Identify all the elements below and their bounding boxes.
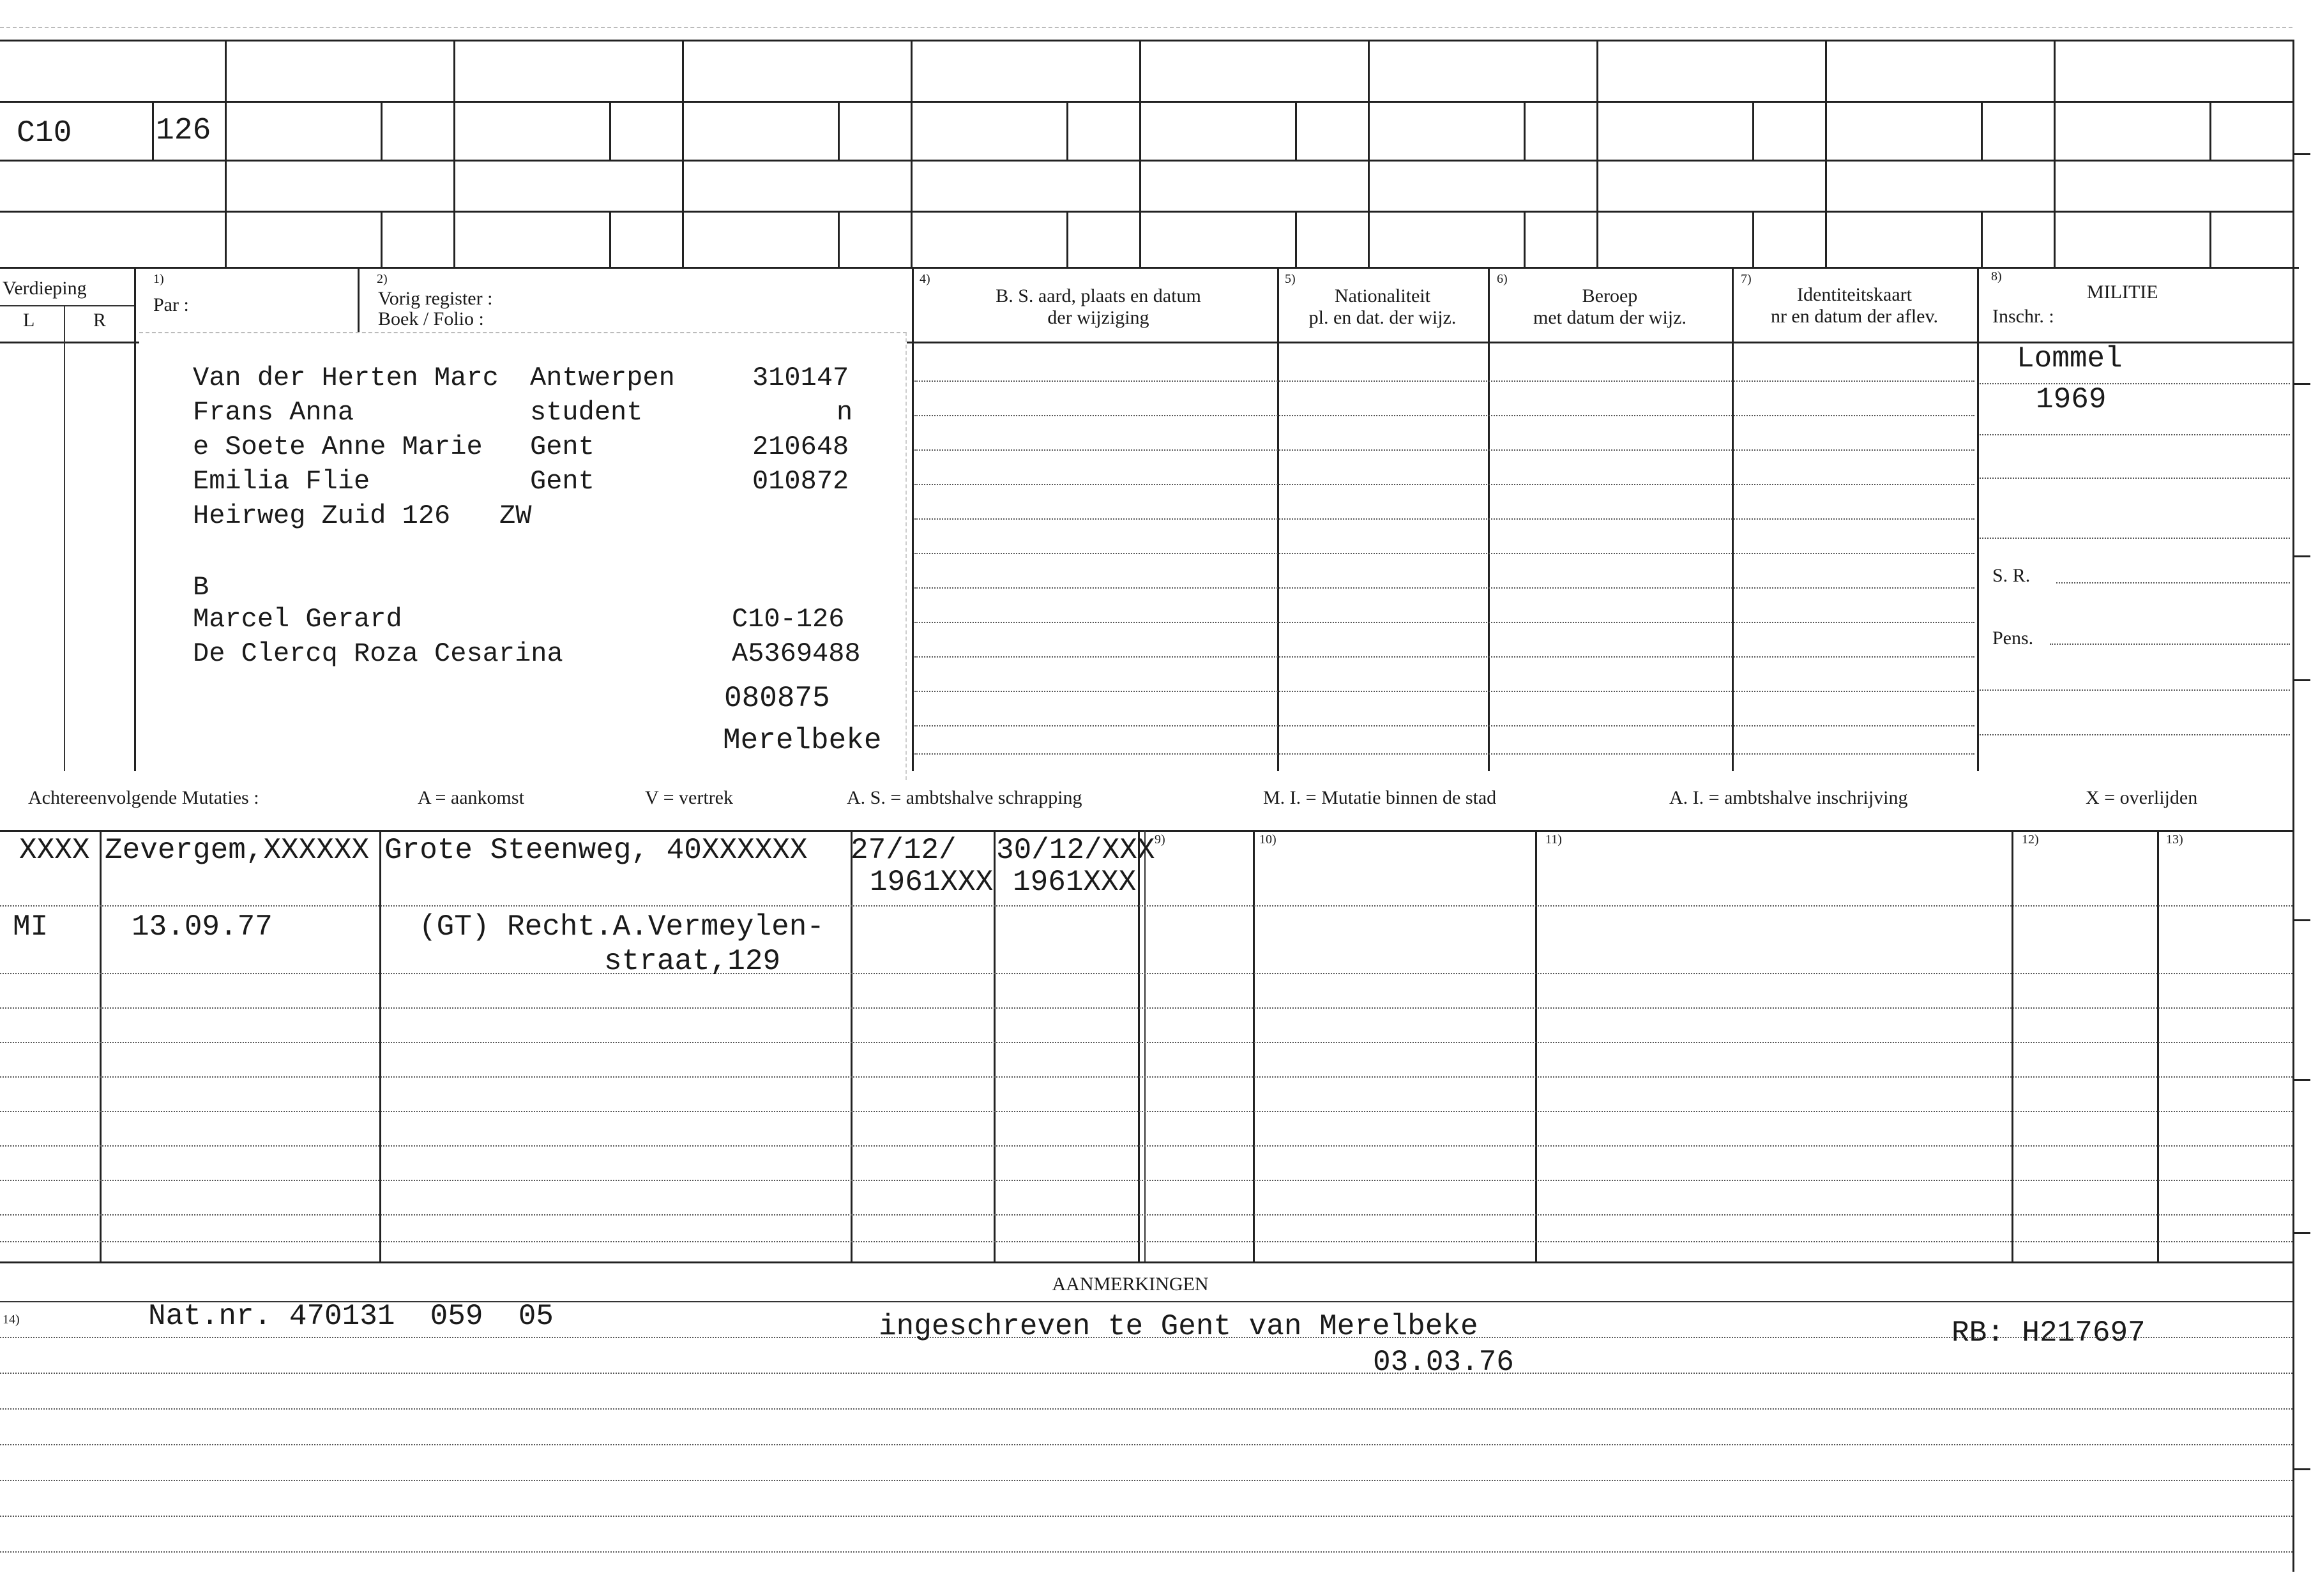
bs-label: B. S. aard, plaats en datum (996, 285, 1201, 306)
beroep-label: Beroep (1582, 285, 1638, 306)
rule-line (1980, 383, 2290, 384)
pens-label: Pens. (1992, 628, 2034, 649)
legend-a: A = aankomst (418, 787, 524, 808)
card-date: 080875 (724, 682, 830, 715)
mutation-1-date2: 30/12/XXX (996, 834, 1155, 867)
militie-label: MILITIE (2087, 282, 2158, 303)
grid-line (100, 830, 102, 1261)
rule-line (0, 1042, 2292, 1043)
rule-line (914, 691, 1974, 692)
grid-line (1752, 211, 1754, 267)
col7-number: 7) (1741, 272, 1752, 286)
grid-line (1138, 830, 1140, 1261)
card-date-2: n (837, 397, 853, 428)
card-address-code: ZW (499, 501, 532, 531)
rule-line (0, 1111, 2292, 1112)
grid-line (1977, 267, 1979, 771)
grid-line (1295, 211, 1297, 267)
rule-line (914, 753, 1974, 755)
grid-line (1596, 40, 1598, 267)
verdieping-label: Verdieping (3, 278, 87, 299)
grid-line (838, 101, 840, 160)
card-letter: B (193, 572, 209, 603)
sr-label: S. R. (1992, 565, 2031, 586)
rule-line (0, 1373, 2292, 1374)
r-label: R (93, 310, 107, 331)
grid-line (225, 40, 227, 267)
rule-line (1980, 538, 2290, 539)
grid-line (0, 1261, 2292, 1263)
rule-line (914, 415, 1974, 416)
tick (2292, 383, 2310, 385)
nationaliteit-sub-label: pl. en dat. der wijz. (1308, 307, 1457, 328)
card-name-8: De Clercq Roza Cesarina (193, 638, 563, 669)
boek-folio-label: Boek / Folio : (378, 308, 484, 329)
card-town: Merelbeke (723, 724, 882, 757)
rule-line (914, 380, 1974, 382)
right-border (2292, 40, 2294, 1572)
grid-line (2012, 830, 2013, 1261)
inschr-label: Inschr. : (1992, 306, 2054, 327)
nationaliteit-label: Nationaliteit (1335, 285, 1430, 306)
col10-number: 10) (1259, 832, 1277, 847)
grid-line (0, 211, 2292, 213)
grid-line (1535, 830, 1537, 1261)
col2-number: 2) (377, 272, 388, 286)
rule-line (0, 1007, 2292, 1009)
grid-line (1524, 211, 1526, 267)
card-name-2: Frans Anna (193, 397, 354, 428)
grid-line (0, 27, 2292, 28)
rule-line (914, 553, 1974, 554)
identiteitskaart-sub-label: nr en datum der aflev. (1770, 306, 1939, 327)
mutation-1-date2-year: 1961XXX (1013, 866, 1137, 899)
rule-line (1980, 689, 2290, 691)
card-date-4: 010872 (752, 466, 849, 497)
card-place-4: Gent (530, 466, 595, 497)
rule-line (1980, 434, 2290, 435)
remarks-title: AANMERKINGEN (1052, 1274, 1209, 1295)
rule-line (0, 1408, 2292, 1410)
identiteitskaart-label: Identiteitskaart (1797, 284, 1912, 305)
card-date-3: 210648 (752, 432, 849, 462)
col12-number: 12) (2022, 832, 2039, 847)
card-address: Heirweg Zuid 126 (193, 501, 451, 531)
grid-line (0, 40, 2292, 41)
col6-number: 6) (1497, 272, 1508, 286)
militie-year: 1969 (2036, 383, 2107, 416)
tick (2292, 919, 2310, 921)
grid-line (64, 305, 65, 771)
card-place-3: Gent (530, 432, 595, 462)
mutation-2-code: MI (13, 910, 49, 944)
legend-title: Achtereenvolgende Mutaties : (28, 787, 259, 808)
rule-line (914, 484, 1974, 485)
rule-line (914, 587, 1974, 589)
grid-line (0, 160, 2292, 162)
rule-line (914, 622, 1974, 623)
rule-line (914, 518, 1974, 520)
grid-line (1253, 830, 1255, 1261)
col5-number: 5) (1285, 272, 1296, 286)
rule-line (1980, 734, 2290, 735)
card-name-3: e Soete Anne Marie (193, 432, 483, 462)
grid-line (0, 267, 2299, 269)
top-number: 126 (156, 114, 211, 148)
grid-line (1295, 101, 1297, 160)
rule-line (914, 656, 1974, 658)
beroep-sub-label: met datum der wijz. (1533, 307, 1686, 328)
top-code: C10 (17, 116, 72, 151)
rule-line (1980, 478, 2290, 479)
legend-x: X = overlijden (2086, 787, 2198, 808)
rb-number: RB: H217697 (1951, 1316, 2146, 1350)
rule-line (914, 449, 1974, 451)
col1-number: 1) (153, 272, 164, 286)
rule-line (914, 725, 1974, 726)
card-name-4: Emilia Flie (193, 466, 370, 497)
grid-line (1139, 40, 1141, 267)
card-place-2: student (530, 397, 643, 428)
tick (2292, 1079, 2310, 1081)
card-code-7: C10-126 (732, 604, 845, 635)
mutation-1-date1: 27/12/ (851, 834, 957, 867)
tick (2292, 679, 2310, 681)
rule-line (0, 1241, 2292, 1242)
rule-line (0, 1444, 2292, 1445)
legend-mi: M. I. = Mutatie binnen de stad (1263, 787, 1497, 808)
grid-line (912, 267, 914, 771)
militie-place: Lommel (2017, 342, 2123, 375)
par-label: Par : (153, 294, 189, 315)
rule-line (0, 1480, 2292, 1481)
rule-line (0, 1551, 2292, 1553)
registration-date: 03.03.76 (1373, 1346, 1514, 1379)
grid-line (453, 40, 455, 267)
grid-line (609, 101, 611, 160)
grid-line (1752, 101, 1754, 160)
registration-note: ingeschreven te Gent van Merelbeke (879, 1310, 1478, 1343)
legend-ai: A. I. = ambtshalve inschrijving (1669, 787, 1908, 808)
grid-line (0, 305, 134, 306)
mutation-2-street: (GT) Recht.A.Vermeylen- (419, 910, 824, 944)
grid-line (1144, 830, 1146, 1261)
card-date-1: 310147 (752, 363, 849, 393)
mutation-1-date1-year: 1961XXX (870, 866, 994, 899)
col14-number: 14) (3, 1313, 20, 1327)
grid-line (2209, 101, 2211, 160)
mutation-1-code: XXXX (19, 834, 90, 867)
rule-line (2056, 582, 2290, 583)
grid-line (0, 101, 2292, 103)
tick (2292, 555, 2310, 557)
grid-line (2209, 211, 2211, 267)
grid-line (609, 211, 611, 267)
rule-line (0, 1180, 2292, 1181)
grid-line (0, 830, 2292, 832)
col9-number: 9) (1155, 832, 1165, 847)
legend-v: V = vertrek (645, 787, 733, 808)
grid-line (381, 101, 383, 160)
national-number: Nat.nr. 470131 059 05 (148, 1300, 554, 1333)
grid-line (2157, 830, 2159, 1261)
mutation-2-street-cont: straat,129 (604, 945, 781, 978)
grid-line (358, 267, 360, 342)
l-label: L (23, 310, 35, 331)
tick (2292, 153, 2310, 155)
grid-line (379, 830, 381, 1261)
grid-line (1981, 211, 1983, 267)
col13-number: 13) (2166, 832, 2183, 847)
legend-as: A. S. = ambtshalve schrapping (847, 787, 1082, 808)
col8-number: 8) (1991, 269, 2002, 283)
grid-line (1825, 40, 1827, 267)
grid-line (1066, 101, 1068, 160)
rule-line (0, 1516, 2292, 1517)
card-code-8: A5369488 (732, 638, 861, 669)
grid-line (2054, 40, 2056, 267)
rule-line (0, 973, 2292, 974)
rule-line (0, 1076, 2292, 1078)
rule-line (0, 1214, 2292, 1216)
card-place-1: Antwerpen (530, 363, 675, 393)
mutation-1-place: Zevergem,XXXXXX (105, 834, 370, 867)
grid-line (682, 40, 684, 267)
mutation-2-date: 13.09.77 (132, 910, 273, 944)
grid-line (994, 830, 996, 1261)
tick (2292, 1468, 2310, 1470)
tick (2292, 1232, 2310, 1234)
card-name-1: Van der Herten Marc (193, 363, 499, 393)
grid-line (152, 101, 154, 160)
grid-line (381, 211, 383, 267)
mutation-1-street: Grote Steenweg, 40XXXXXX (384, 834, 808, 867)
vorig-register-label: Vorig register : (378, 288, 493, 309)
grid-line (1981, 101, 1983, 160)
bs-sub-label: der wijziging (1047, 307, 1149, 328)
rule-line (0, 905, 2292, 907)
grid-line (911, 40, 913, 267)
grid-line (1524, 101, 1526, 160)
grid-line (838, 211, 840, 267)
rule-line (2050, 644, 2290, 645)
grid-line (1066, 211, 1068, 267)
grid-line (851, 830, 852, 1261)
col11-number: 11) (1545, 832, 1562, 847)
card-name-7: Marcel Gerard (193, 604, 402, 635)
col4-number: 4) (920, 272, 930, 286)
grid-line (134, 267, 136, 771)
rule-line (0, 1145, 2292, 1147)
grid-line (1368, 40, 1370, 267)
